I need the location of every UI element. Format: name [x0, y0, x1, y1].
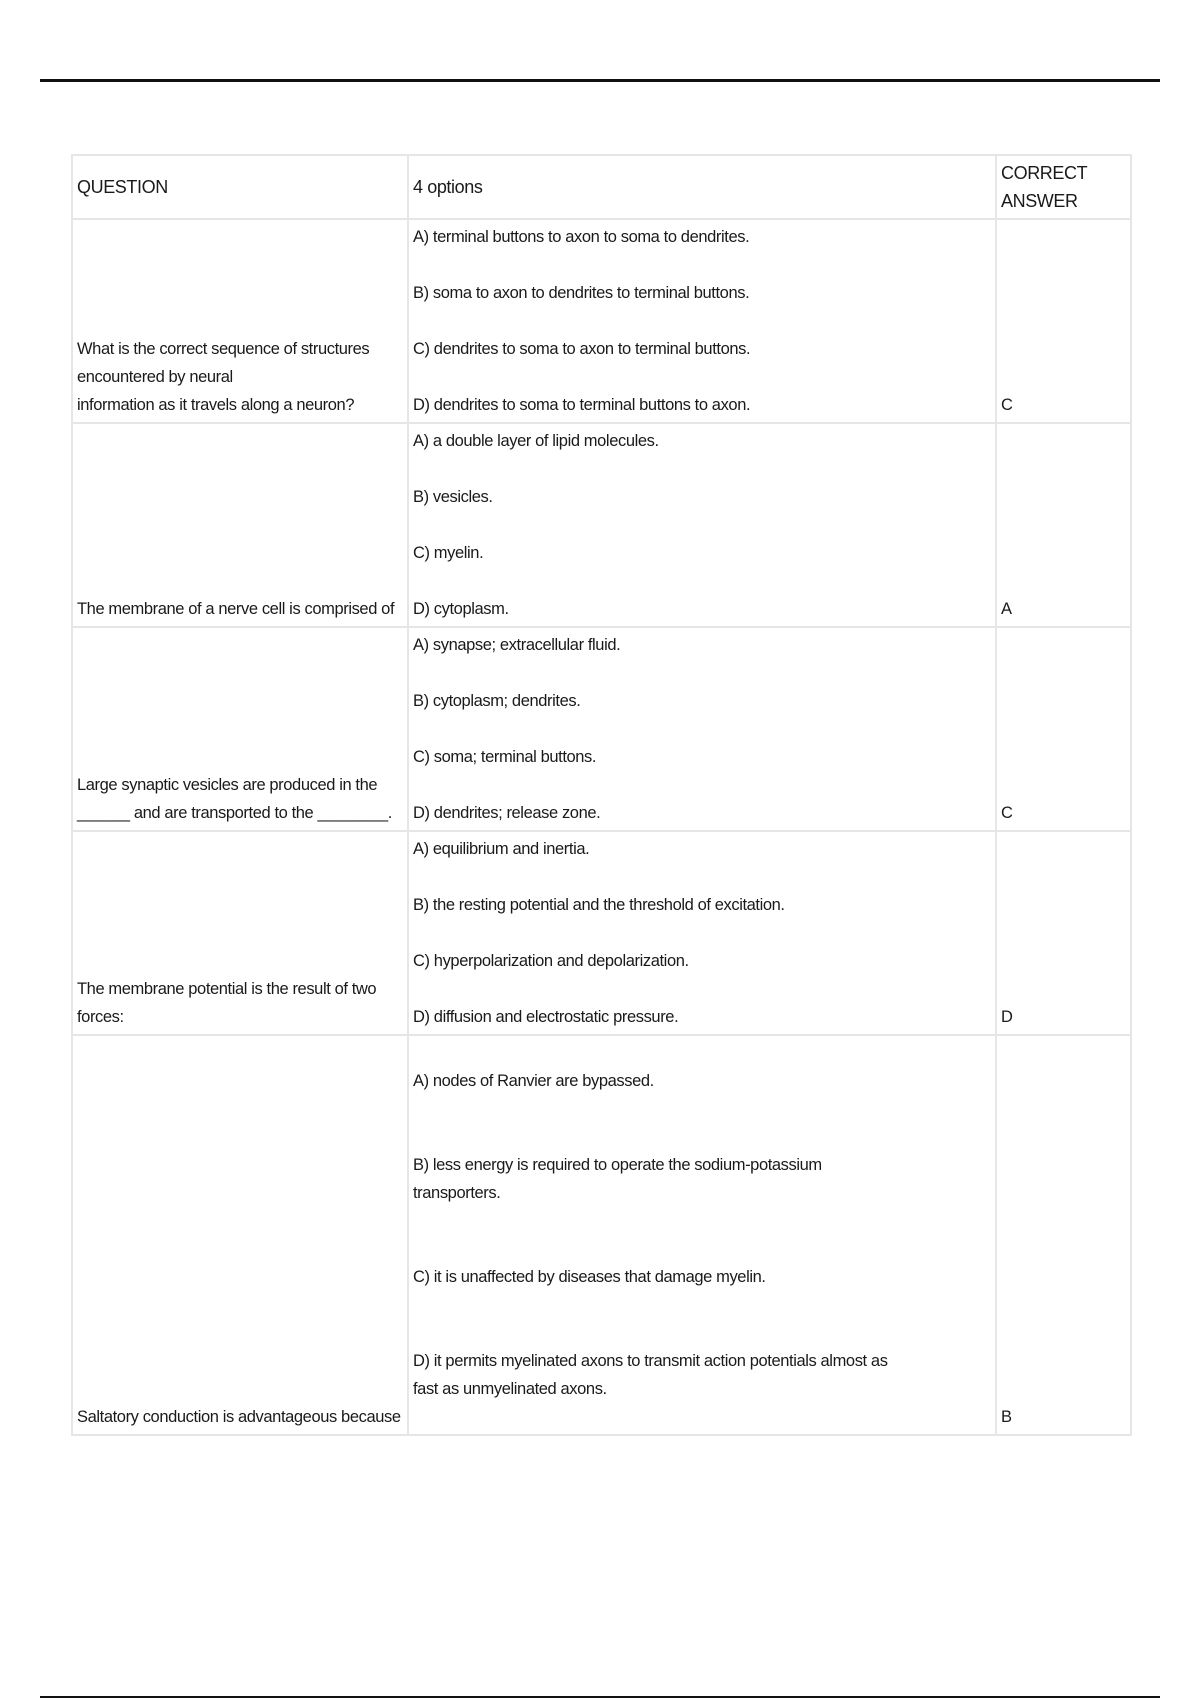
option-c: C) hyperpolarization and depolarization.	[413, 952, 689, 970]
answer-cell	[996, 423, 1131, 627]
question-cell	[72, 219, 408, 423]
correct-answer: A	[1001, 600, 1012, 618]
option-b: B) vesicles.	[413, 488, 493, 506]
question-cell	[72, 423, 408, 627]
option-a: A) nodes of Ranvier are bypassed.	[413, 1072, 654, 1090]
table-row	[72, 627, 1131, 831]
option-b: B) less energy is required to operate the sodium-potassium transporters.	[413, 1156, 822, 1202]
question-text: What is the correct sequence of structures encountered by neural information as it travels along a neuron?	[77, 340, 370, 414]
option-d: D) dendrites to soma to terminal buttons to axon.	[413, 396, 751, 414]
table-row	[72, 219, 1131, 423]
options-cell	[408, 831, 996, 1035]
option-a: A) synapse; extracellular fluid.	[413, 636, 621, 654]
options-cell	[408, 423, 996, 627]
correct-answer: D	[1001, 1008, 1013, 1026]
option-c: C) myelin.	[413, 544, 484, 562]
option-a: A) a double layer of lipid molecules.	[413, 432, 659, 450]
option-d: D) diffusion and electrostatic pressure.	[413, 1008, 679, 1026]
option-d: D) it permits myelinated axons to transmit action potentials almost as fast as unmyelinated axons.	[413, 1352, 888, 1398]
correct-answer: B	[1001, 1408, 1012, 1426]
option-c: C) soma; terminal buttons.	[413, 748, 597, 766]
option-b: B) the resting potential and the threshold of excitation.	[413, 896, 785, 914]
question-cell	[72, 627, 408, 831]
column-header-correct-answer: CORRECT ANSWER	[996, 155, 1131, 219]
correct-answer: C	[1001, 804, 1013, 822]
question-cell	[72, 831, 408, 1035]
option-d: D) cytoplasm.	[413, 600, 509, 618]
question-text: The membrane potential is the result of two forces:	[77, 980, 377, 1026]
column-header-options: 4 options	[408, 155, 996, 219]
footer-rule	[40, 1696, 1160, 1698]
table-header-row	[72, 155, 1131, 219]
option-b: B) cytoplasm; dendrites.	[413, 692, 581, 710]
table-row	[72, 1035, 1131, 1435]
correct-answer: C	[1001, 396, 1013, 414]
options-cell	[408, 219, 996, 423]
options-cell	[408, 1035, 996, 1435]
option-c: C) dendrites to soma to axon to terminal buttons.	[413, 340, 751, 358]
question-text: The membrane of a nerve cell is comprised of	[77, 600, 395, 618]
question-cell	[72, 1035, 408, 1435]
answer-cell	[996, 219, 1131, 423]
option-b: B) soma to axon to dendrites to terminal buttons.	[413, 284, 750, 302]
option-d: D) dendrites; release zone.	[413, 804, 601, 822]
answer-cell	[996, 831, 1131, 1035]
option-a: A) equilibrium and inertia.	[413, 840, 590, 858]
option-c: C) it is unaffected by diseases that damage myelin.	[413, 1268, 766, 1286]
question-text: Saltatory conduction is advantageous because	[77, 1408, 401, 1426]
table-row	[72, 423, 1131, 627]
question-text: Large synaptic vesicles are produced in the ______ and are transported to the ________.	[77, 776, 392, 822]
option-a: A) terminal buttons to axon to soma to dendrites.	[413, 228, 750, 246]
options-cell	[408, 627, 996, 831]
header-rule	[40, 79, 1160, 82]
column-header-question: QUESTION	[72, 155, 408, 219]
answer-cell	[996, 1035, 1131, 1435]
quiz-table	[71, 154, 1132, 1436]
table-row	[72, 831, 1131, 1035]
answer-cell	[996, 627, 1131, 831]
